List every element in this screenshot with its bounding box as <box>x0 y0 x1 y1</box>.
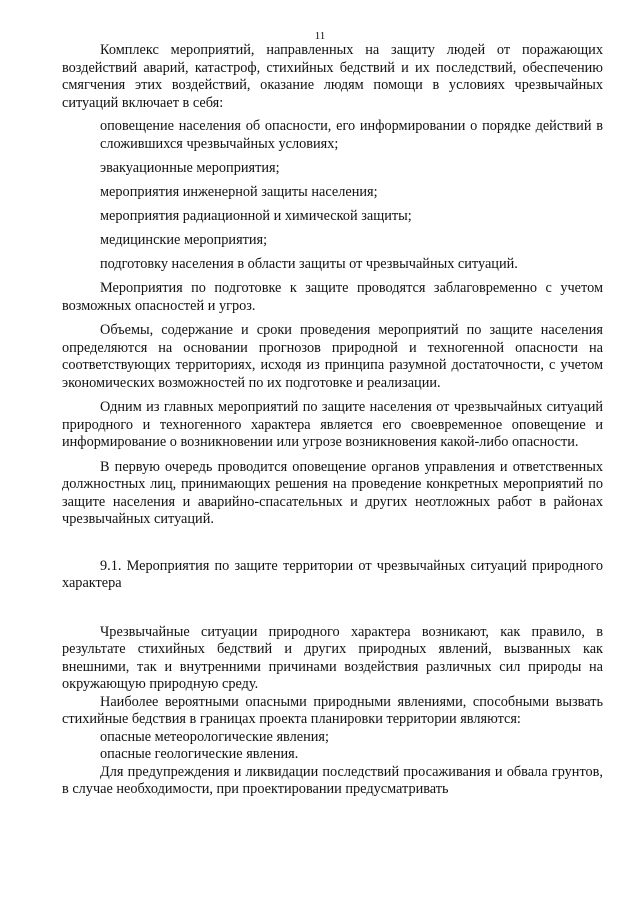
list-item: медицинские мероприятия; <box>100 231 268 248</box>
section-body <box>62 624 603 799</box>
paragraph: Чрезвычайные ситуации природного характера возникают, как правило, в результате стихийных бедствий и других природных явлений, вызванных как внешними, так и внутренними причинами воздействия различных сил природы на окружающую природную среду. <box>62 623 603 692</box>
list-item: опасные геологические явления. <box>100 746 299 762</box>
list-item: эвакуационные мероприятия; <box>100 159 280 176</box>
list-item: мероприятия инженерной защиты населения; <box>100 183 378 200</box>
paragraph: Мероприятия по подготовке к защите проводятся заблаговременно с учетом возможных опасностей и угроз. <box>62 280 603 314</box>
intro-paragraph: Комплекс мероприятий, направленных на защиту людей от поражающих воздействий аварий, катастроф, стихийных бедствий и их последствий, обеспечению смягчения этих воздействий, оказание людям помощи в условиях чрезвычайных ситуаций включает в себя: <box>62 42 603 111</box>
measures-list <box>62 118 603 273</box>
page-content <box>62 42 603 799</box>
paragraph: В первую очередь проводится оповещение органов управления и ответственных должностных лиц, принимающих решения на проведение конкретных мероприятий по защите населения и аварийно-спасательных и других неотложных работ в районах чрезвычайных ситуаций. <box>62 458 603 527</box>
section-heading: 9.1. Мероприятия по защите территории от чрезвычайных ситуаций природного характера <box>62 557 603 591</box>
list-item: мероприятия радиационной и химической защиты; <box>100 207 412 224</box>
list-item: подготовку населения в области защиты от чрезвычайных ситуаций. <box>100 255 518 272</box>
paragraph: Одним из главных мероприятий по защите населения от чрезвычайных ситуаций природного и техногенного характера является его своевременное оповещение и информирование о возникновении или угрозе возникновения какой-либо опасности. <box>62 399 603 450</box>
paragraph: Наиболее вероятными опасными природными явлениями, способными вызвать стихийные бедствия в границах проекта планировки территории являются: <box>62 693 603 727</box>
list-item: опасные метеорологические явления; <box>100 728 329 745</box>
paragraph: Для предупреждения и ликвидации последствий просаживания и обвала грунтов, в случае необходимости, при проектировании предусматривать <box>62 763 603 797</box>
list-item: оповещение населения об опасности, его информировании о порядке действий в сложившихся чрезвычайных условиях; <box>100 118 603 152</box>
paragraph: Объемы, содержание и сроки проведения мероприятий по защите населения определяются на основании прогнозов природной и техногенной опасности на соответствующих территориях, исходя из принципа разумной достаточности, с учетом экономических возможностей по их подготовке и реализации. <box>62 322 603 391</box>
page-number: 11 <box>314 30 326 42</box>
